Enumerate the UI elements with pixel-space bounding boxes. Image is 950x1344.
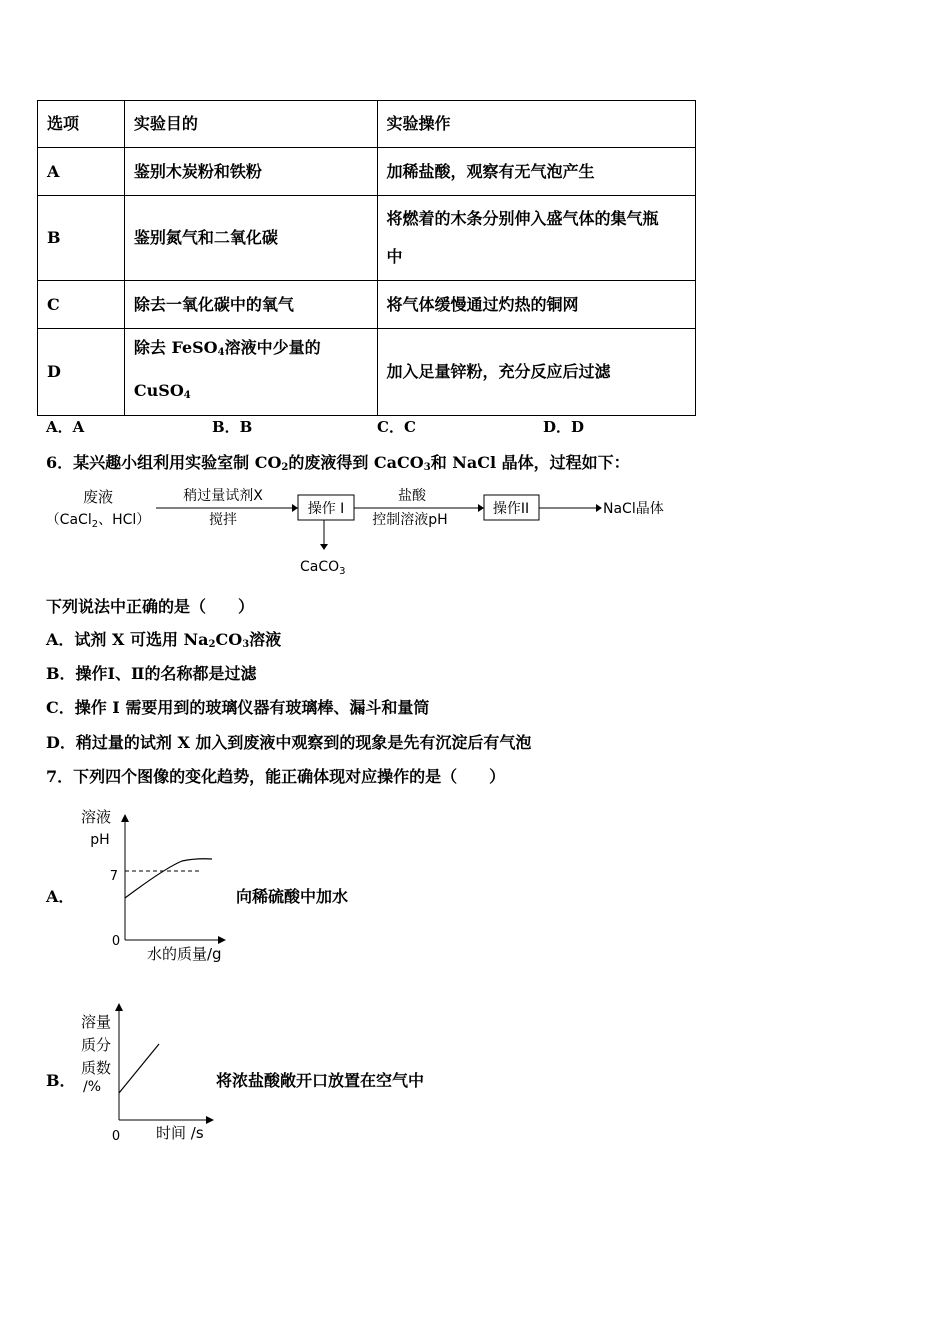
q6-option-c[interactable]: C．操作 I 需要用到的玻璃仪器有玻璃棒、漏斗和量筒: [46, 698, 430, 717]
q7-graph-a-label[interactable]: A．: [46, 887, 75, 906]
flow-waste-contents-post: 、HCl）: [98, 512, 151, 528]
row-d-purpose-line1: [134, 329, 368, 372]
graph-a-y-axis-head: [121, 814, 129, 822]
graph-a-curve: [125, 859, 212, 898]
row-d-purpose-line2-text: CuSO: [133, 381, 184, 400]
q6-option-a-sub1: 2: [208, 639, 216, 650]
graph-b-y-axis-head: [115, 1003, 123, 1011]
q6-flow-diagram: [40, 478, 680, 578]
graph-b-x-axis-head: [206, 1116, 214, 1124]
q6-option-a[interactable]: [46, 627, 281, 650]
flow-product: NaCl晶体: [603, 501, 664, 517]
table-row: [38, 196, 696, 281]
graph-a-xlabel: 水的质量/g: [147, 945, 222, 963]
q7-graph-a: [70, 800, 240, 970]
q5-choice-d[interactable]: D．D: [543, 418, 585, 436]
header-option: 选项: [38, 101, 125, 148]
graph-b-xlabel: 时间 /s: [156, 1124, 204, 1142]
flow-arrow-down-head: [320, 544, 328, 550]
flow-waste-contents-pre: （CaCl: [45, 512, 92, 528]
q5-choice-a[interactable]: A．A: [46, 418, 85, 436]
table-header-row: [38, 101, 696, 148]
row-a-purpose: 鉴别木炭粉和铁粉: [124, 148, 377, 196]
q6-stem-sub2: 3: [423, 462, 431, 473]
graph-b-origin: 0: [111, 1129, 121, 1144]
flow-step1-bottom: 搅拌: [209, 512, 237, 528]
flow-precipitate: [300, 559, 346, 577]
table-row: [38, 281, 696, 329]
q5-choice-c[interactable]: C．C: [377, 418, 416, 436]
row-b-option: B: [38, 196, 125, 281]
q7-stem: 7．下列四个图像的变化趋势，能正确体现对应操作的是（ ）: [46, 767, 506, 786]
row-b-operation: [377, 196, 695, 281]
row-c-option: C: [38, 281, 125, 329]
flow-step2-top: 盐酸: [398, 488, 426, 504]
experiment-table: [37, 100, 696, 416]
graph-b-ylabel-1: 溶量: [80, 1013, 112, 1031]
flow-step1-top: 稍过量试剂X: [183, 488, 263, 504]
row-d-purpose-pre: 除去 FeSO: [133, 338, 218, 357]
graph-b-ylabel-3: 质数: [80, 1059, 112, 1077]
row-b-operation-line2: 中: [386, 247, 403, 266]
row-a-option: A: [38, 148, 125, 196]
q7-graph-b: [70, 995, 230, 1150]
header-purpose: 实验目的: [124, 101, 377, 148]
q6-stem-post: 和 NaCl 晶体，过程如下：: [430, 453, 630, 472]
q6-option-a-sub2: 3: [242, 639, 250, 650]
q5-choice-b[interactable]: B．B: [212, 418, 253, 436]
row-b-operation-line1: 将燃着的木条分别伸入盛气体的集气瓶: [386, 209, 659, 228]
flow-step2-bottom: 控制溶液pH: [372, 512, 448, 528]
table-row: [38, 148, 696, 196]
q6-option-a-pre: A．试剂 X 可选用 Na: [46, 630, 209, 649]
graph-b-ylabel-2: 质分: [80, 1036, 112, 1054]
q7-graph-b-desc: 将浓盐酸敞开口放置在空气中: [216, 1071, 425, 1090]
q7-graph-b-label[interactable]: B．: [46, 1071, 76, 1090]
q6-stem: [46, 450, 630, 473]
graph-a-ytick: 7: [109, 869, 118, 884]
row-c-purpose: 除去一氧化碳中的氧气: [124, 281, 377, 329]
flow-precipitate-sub: 3: [339, 566, 346, 577]
q6-option-a-mid: CO: [215, 630, 243, 649]
flow-arrow-2-head: [478, 504, 484, 512]
flow-waste-contents-sub: 2: [91, 519, 99, 530]
flow-precipitate-pre: CaCO: [300, 559, 340, 575]
flow-waste-contents: [46, 512, 151, 530]
table-row: [38, 329, 696, 416]
flow-op1-label: 操作 I: [307, 501, 345, 517]
q6-option-d[interactable]: D．稍过量的试剂 X 加入到废液中观察到的现象是先有沉淀后有气泡: [46, 733, 532, 752]
row-d-purpose: [124, 329, 377, 416]
graph-a-ylabel-1: 溶液: [80, 808, 112, 826]
header-operation: 实验操作: [377, 101, 695, 148]
graph-a-origin: 0: [111, 934, 121, 949]
q6-option-b[interactable]: B．操作Ⅰ、Ⅱ的名称都是过滤: [46, 664, 257, 683]
flow-waste: 废液: [82, 488, 114, 506]
flow-op2-label: 操作II: [492, 501, 530, 517]
graph-b-line: [119, 1044, 159, 1093]
row-d-purpose-line2: [134, 372, 368, 415]
flow-arrow-1-head: [292, 504, 298, 512]
q6-stem-pre: 6．某兴趣小组利用实验室制 CO: [46, 453, 282, 472]
q6-stem-mid: 的废液得到 CaCO: [288, 453, 424, 472]
q6-question: 下列说法中正确的是（ ）: [46, 597, 255, 616]
row-d-purpose-post: 溶液中少量的: [224, 338, 321, 357]
flow-arrow-3-head: [596, 504, 602, 512]
row-b-purpose: 鉴别氮气和二氧化碳: [124, 196, 377, 281]
row-d-option: D: [38, 329, 125, 416]
q6-stem-sub1: 2: [281, 462, 289, 473]
row-d-operation: 加入足量锌粉，充分反应后过滤: [377, 329, 695, 416]
graph-b-ylabel-4: /%: [82, 1079, 102, 1095]
graph-a-x-axis-head: [218, 936, 226, 944]
q7-graph-a-desc: 向稀硫酸中加水: [236, 887, 349, 906]
row-d-purpose-sub: 4: [217, 347, 225, 358]
row-d-purpose-line2-sub: 4: [183, 390, 191, 401]
row-a-operation: 加稀盐酸，观察有无气泡产生: [377, 148, 695, 196]
q6-option-a-post: 溶液: [249, 630, 282, 649]
graph-a-ylabel-2: pH: [90, 832, 110, 848]
row-c-operation: 将气体缓慢通过灼热的铜网: [377, 281, 695, 329]
